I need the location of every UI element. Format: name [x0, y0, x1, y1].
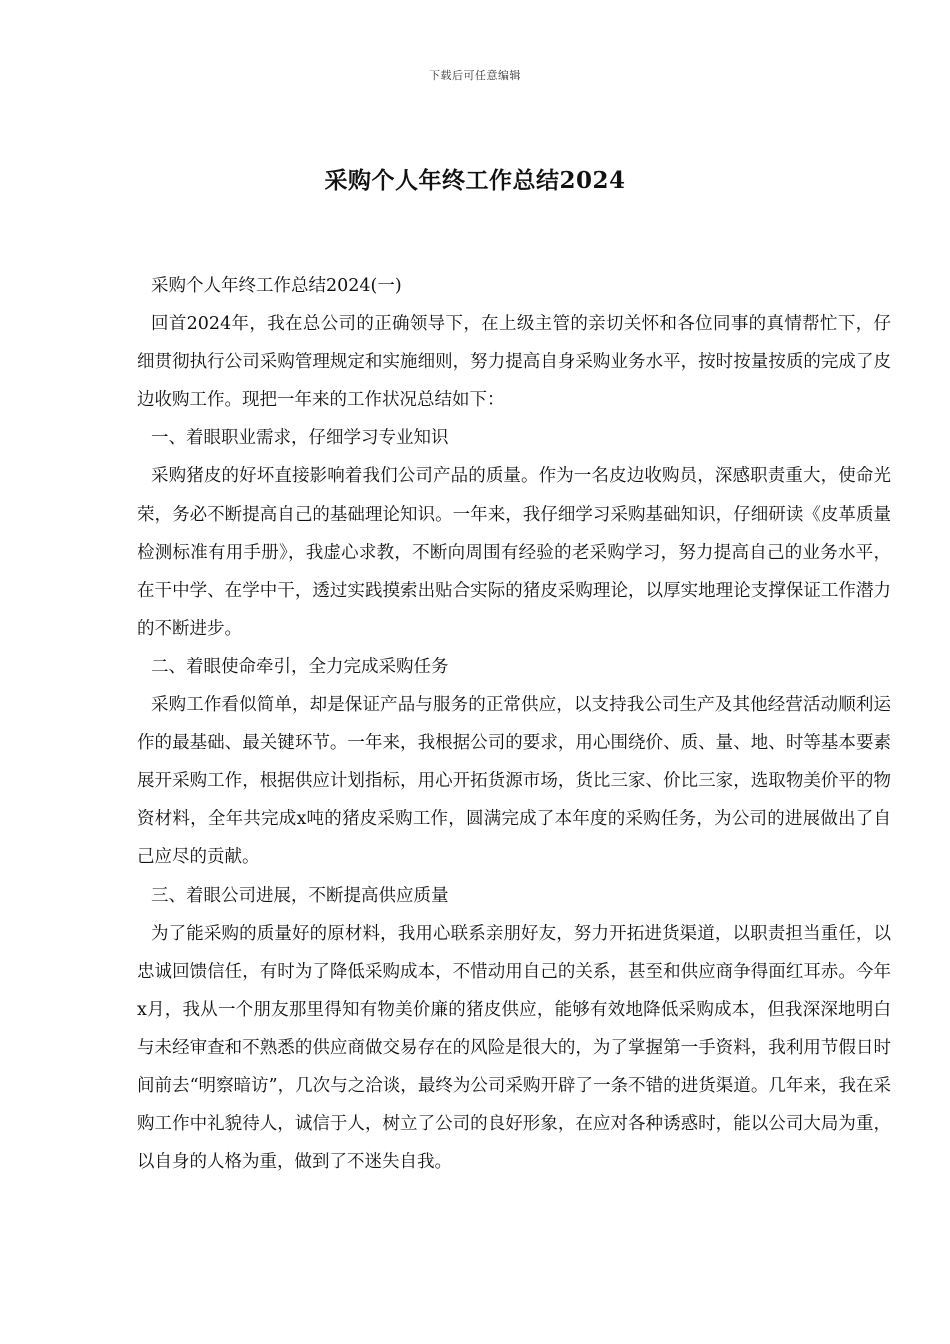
- document-title: 采购个人年终工作总结2024: [324, 167, 626, 194]
- section-heading-2: 二、着眼使命牵引，全力完成采购任务: [151, 656, 449, 677]
- document-body: [137, 267, 891, 1181]
- paragraph-intro: 回首2024年，我在总公司的正确领导下，在上级主管的亲切关怀和各位同事的真情帮忙下，仔细贯彻执行公司采购管理规定和实施细则，努力提高自身采购业务水平，按时按量按质的完成了皮边收购工作。现把一年来的工作状况总结如下：: [137, 314, 891, 411]
- paragraph-1: 采购猪皮的好坏直接影响着我们公司产品的质量。作为一名皮边收购员，深感职责重大，使命光荣，务必不断提高自己的基础理论知识。一年来，我仔细学习采购基础知识，仔细研读《皮革质量检测标准有用手册》，我虚心求教，不断向周围有经验的老采购学习，努力提高自己的业务水平，在干中学、在学中干，透过实践摸索出贴合实际的猪皮采购理论，以厚实地理论支撑保证工作潜力的不断进步。: [137, 466, 891, 639]
- paragraph-3: 为了能采购的质量好的原材料，我用心联系亲朋好友，努力开拓进货渠道，以职责担当重任，以忠诚回馈信任，有时为了降低采购成本，不惜动用自己的关系，甚至和供应商争得面红耳赤。今年x月，我从一个朋友那里得知有物美价廉的猪皮供应，能够有效地降低采购成本，但我深深地明白与未经审查和不熟悉的供应商做交易存在的风险是很大的，为了掌握第一手资料，我利用节假日时间前去“明察暗访”，几次与之洽谈，最终为公司采购开辟了一条不错的进货渠道。几年来，我在采购工作中礼貌待人，诚信于人，树立了公司的良好形象，在应对各种诱惑时，能以公司大局为重，以自身的人格为重，做到了不迷失自我。: [137, 923, 891, 1173]
- section-subtitle: 采购个人年终工作总结2024(一): [151, 276, 402, 296]
- section-heading-3: 三、着眼公司进展，不断提高供应质量: [151, 885, 449, 906]
- header-note: 下载后可任意编辑: [429, 69, 521, 82]
- paragraph-2: 采购工作看似简单，却是保证产品与服务的正常供应，以支持我公司生产及其他经营活动顺利运作的最基础、最关键环节。一年来，我根据公司的要求，用心围绕价、质、量、地、时等基本要素展开采购工作，根据供应计划指标，用心开拓货源市场，货比三家、价比三家，选取物美价平的物资材料，全年共完成x吨的猪皮采购工作，圆满完成了本年度的采购任务，为公司的进展做出了自己应尽的贡献。: [137, 695, 891, 868]
- section-heading-1: 一、着眼职业需求，仔细学习专业知识: [151, 428, 449, 449]
